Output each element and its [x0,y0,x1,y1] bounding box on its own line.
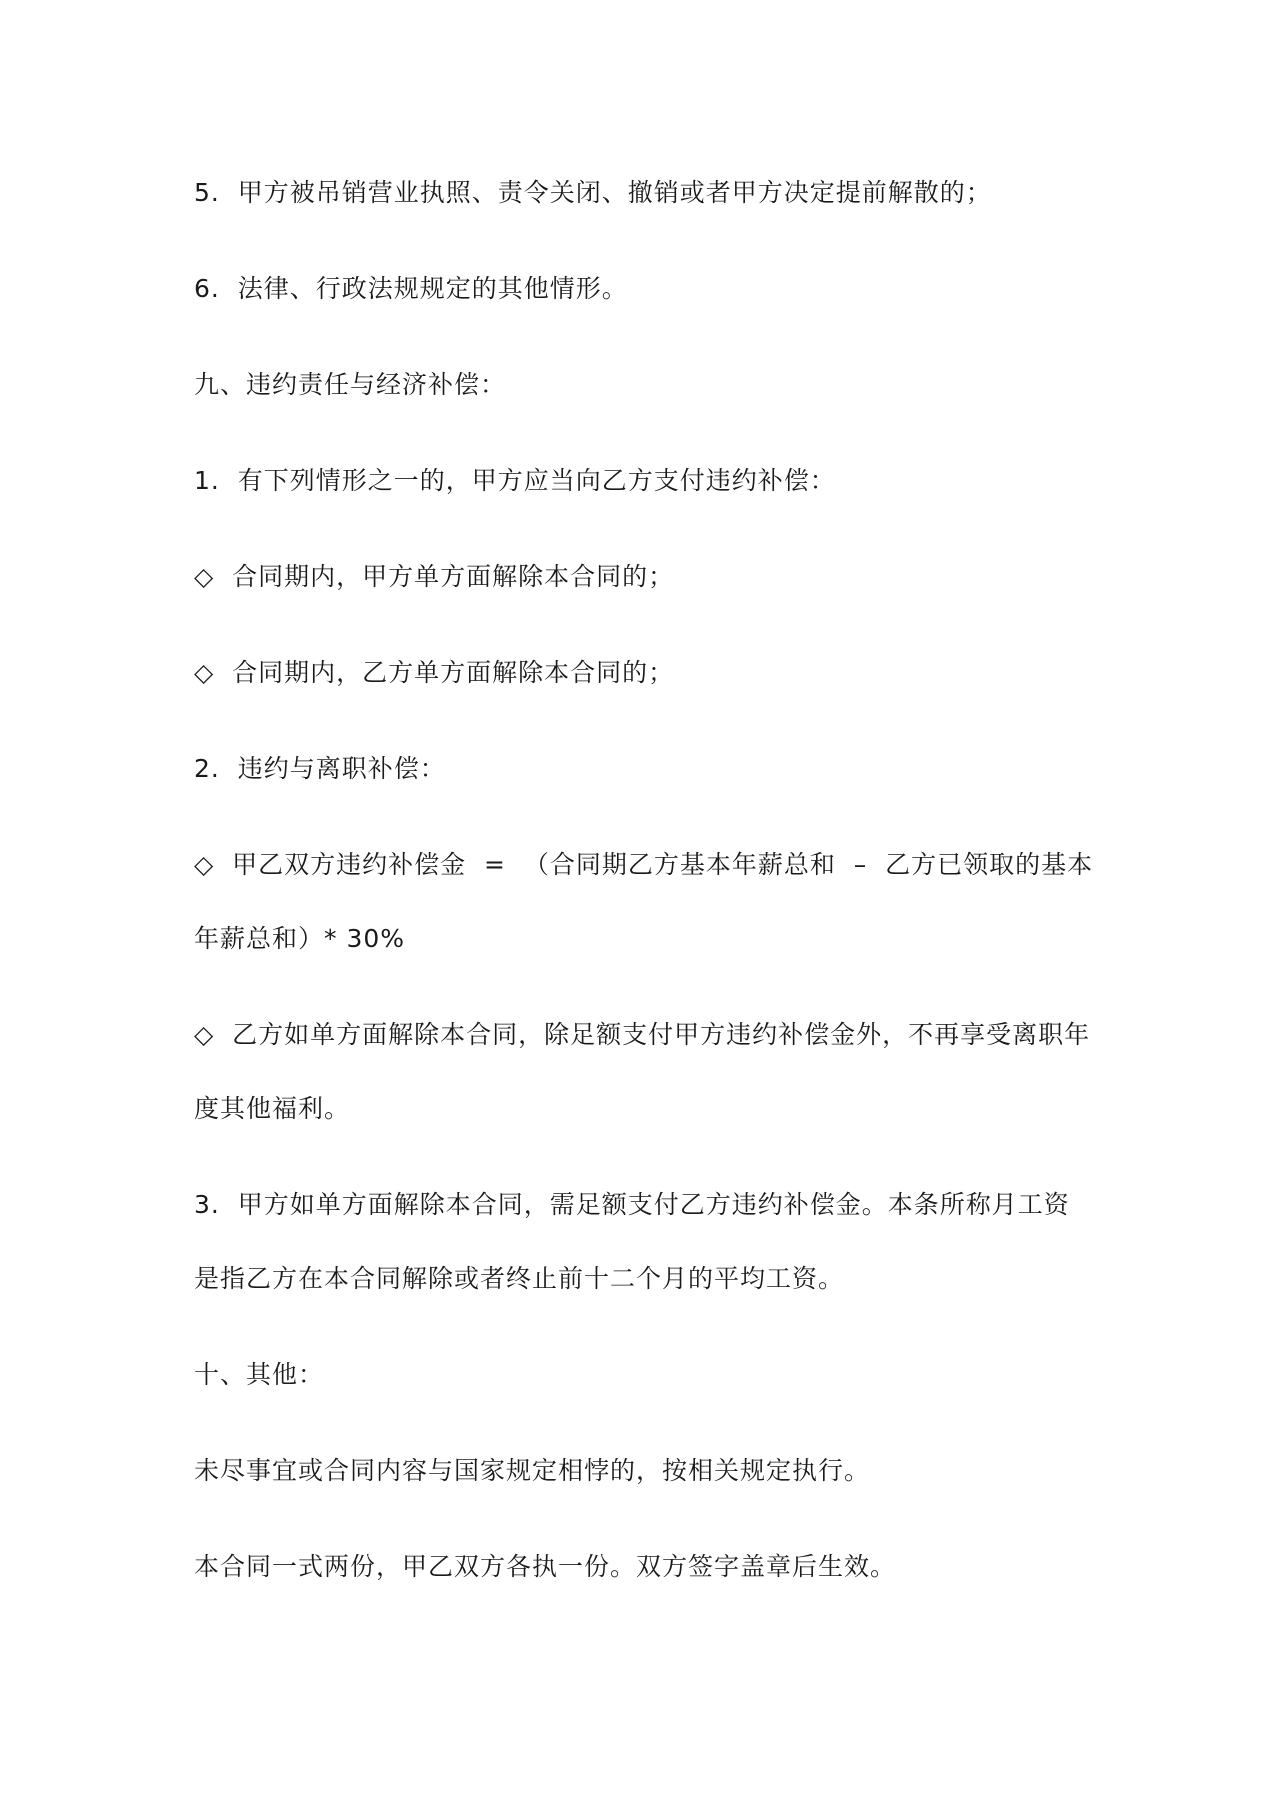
other-terms-line-2: 本合同一式两份，甲乙双方各执一份。双方签字盖章后生效。 [194,1552,897,1581]
clause-9-item-2-bullet-1: ◇ 甲乙双方违约补偿金 = （合同期乙方基本年薪总和 – 乙方已领取的基本年薪总和）* 30% [194,850,1094,953]
clause-9-item-1-bullet-2: ◇ 合同期内，乙方单方面解除本合同的； [194,658,675,687]
clause-9-item-1: 1. 有下列情形之一的，甲方应当向乙方支付违约补偿： [194,466,836,495]
clause-9-item-3: 3. 甲方如单方面解除本合同，需足额支付乙方违约补偿金。本条所称月工资是指乙方在本合同解除或者终止前十二个月的平均工资。 [194,1190,1070,1293]
clause-8-item-5: 5. 甲方被吊销营业执照、责令关闭、撤销或者甲方决定提前解散的； [194,178,992,207]
section-heading-10: 十、其他： [194,1360,325,1389]
clause-9-item-2-bullet-2: ◇ 乙方如单方面解除本合同，除足额支付甲方违约补偿金外，不再享受离职年度其他福利。 [194,1020,1091,1123]
other-terms-line-1: 未尽事宜或合同内容与国家规定相悖的，按相关规定执行。 [194,1456,871,1485]
clause-9-item-2: 2. 违约与离职补偿： [194,754,446,783]
section-heading-9: 九、违约责任与经济补偿： [194,370,507,399]
clause-9-item-1-bullet-1: ◇ 合同期内，甲方单方面解除本合同的； [194,562,675,591]
clause-8-item-6: 6. 法律、行政法规规定的其他情形。 [194,274,628,303]
